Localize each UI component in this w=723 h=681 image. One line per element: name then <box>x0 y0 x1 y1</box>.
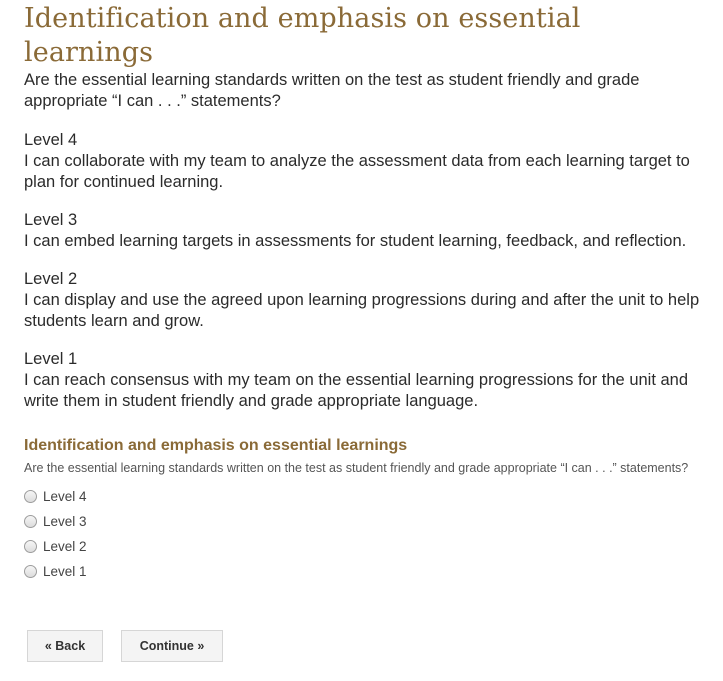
option-label: Level 3 <box>43 514 87 529</box>
option-level-2[interactable] <box>24 534 716 559</box>
question-text: Are the essential learning standards written on the test as student friendly and grade appropriate “I can . . .” statements? <box>24 461 689 475</box>
level-block-3 <box>24 210 716 252</box>
level-description: I can collaborate with my team to analyze the assessment data from each learning target to plan for continued learning. <box>24 152 690 191</box>
content-area <box>24 0 716 584</box>
level-description: I can reach consensus with my team on the essential learning progressions for the unit and write them in student friendly and grade appropriate language. <box>24 371 689 410</box>
nav-buttons <box>27 630 223 662</box>
level-name: Level 1 <box>24 350 78 368</box>
level-name: Level 2 <box>24 270 78 288</box>
radio-button[interactable] <box>24 540 37 553</box>
question-section <box>24 436 716 584</box>
intro-text: Are the essential learning standards written on the test as student friendly and grade appropriate “I can . . .” statements? <box>24 71 640 110</box>
option-label: Level 2 <box>43 539 87 554</box>
question-title: Identification and emphasis on essential learnings <box>24 437 408 454</box>
level-name: Level 3 <box>24 211 78 229</box>
level-description: I can display and use the agreed upon learning progressions during and after the unit to help students learn and grow. <box>24 291 700 330</box>
option-level-4[interactable] <box>24 484 716 509</box>
level-description: I can embed learning targets in assessments for student learning, feedback, and reflection. <box>24 232 687 250</box>
radio-button[interactable] <box>24 490 37 503</box>
option-level-3[interactable] <box>24 509 716 534</box>
continue-button[interactable]: Continue » <box>121 630 223 662</box>
option-label: Level 4 <box>43 489 87 504</box>
level-block-1 <box>24 349 716 412</box>
radio-button[interactable] <box>24 565 37 578</box>
back-button[interactable]: « Back <box>27 630 103 662</box>
option-level-1[interactable] <box>24 559 716 584</box>
option-label: Level 1 <box>43 564 87 579</box>
level-block-4 <box>24 130 716 193</box>
radio-button[interactable] <box>24 515 37 528</box>
page-title: Identification and emphasis on essential learnings <box>24 3 581 68</box>
level-block-2 <box>24 269 716 332</box>
radio-group <box>24 484 716 584</box>
level-name: Level 4 <box>24 131 78 149</box>
